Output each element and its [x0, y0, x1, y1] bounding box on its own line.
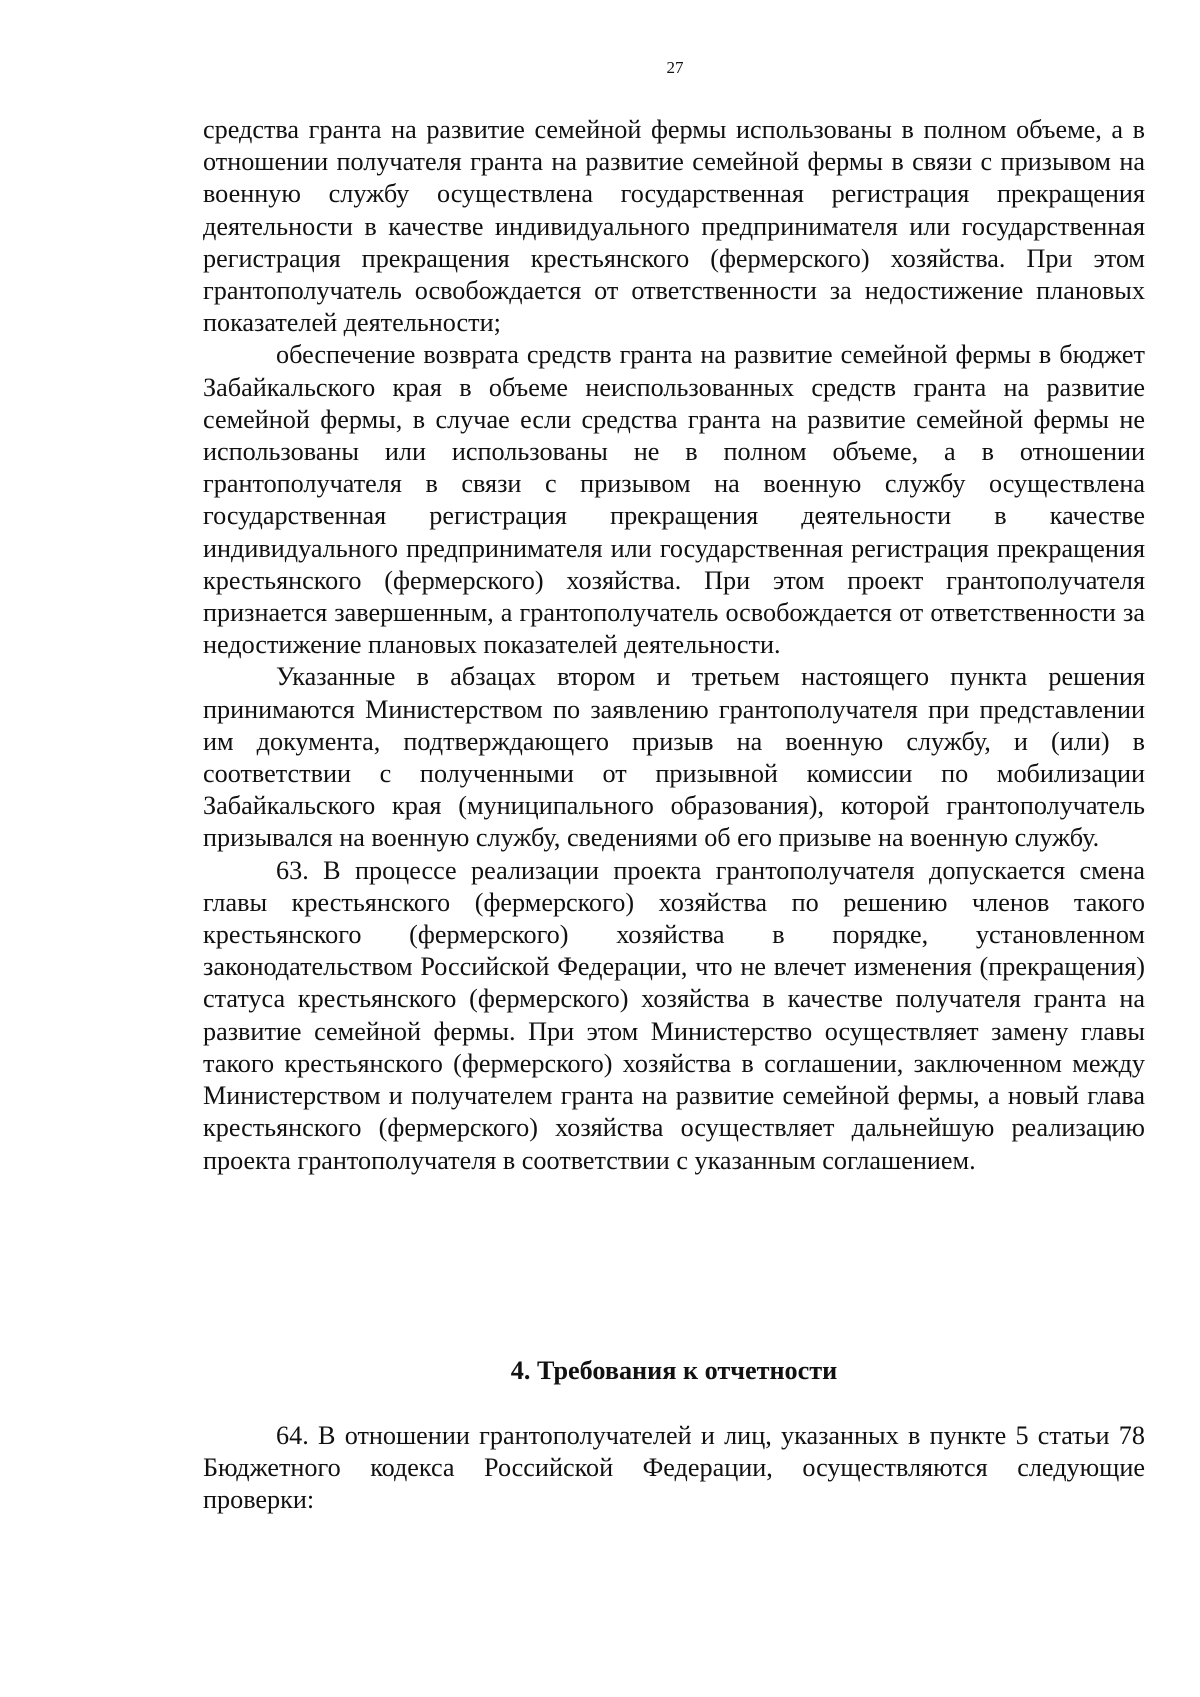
- paragraph-fund-return: обеспечение возврата средств гранта на развитие семейной фермы в бюджет Забайкальского края в объеме неиспользованных средств гранта на развитие семейной фермы, в случае если средства гранта на развитие семейной фермы не использованы или использованы не в полном объеме, а в отношении грантополучателя в связи с призывом на военную службу осуществлена государственная регистрация прекращения деятельности в качестве индивидуального предпринимателя или государственная регистрация прекращения крестьянского (фермерского) хозяйства. При этом проект грантополучателя признается завершенным, а грантополучатель освобождается от ответственности за недостижение плановых показателей деятельности.: [203, 340, 1145, 660]
- paragraph-continuation: средства гранта на развитие семейной фермы использованы в полном объеме, а в отношении получателя гранта на развитие семейной фермы в связи с призывом на военную службу осуществлена государственная регистрация прекращения деятельности в качестве индивидуального предпринимателя или государственная регистрация прекращения крестьянского (фермерского) хозяйства. При этом грантополучатель освобождается от ответственности за недостижение плановых показателей деятельности;: [203, 115, 1145, 338]
- paragraph-64: 64. В отношении грантополучателей и лиц, указанных в пункте 5 статьи 78 Бюджетного кодекса Российской Федерации, осуществляются следующие проверки:: [203, 1421, 1145, 1515]
- paragraph-63: 63. В процессе реализации проекта грантополучателя допускается смена главы крестьянского (фермерского) хозяйства по решению членов такого крестьянского (фермерского) хозяйства в порядке, установленном законодательством Российской Федерации, что не влечет изменения (прекращения) статуса крестьянского (фермерского) хозяйства в качестве получателя гранта на развитие семейной фермы. При этом Министерство осуществляет замену главы такого крестьянского (фермерского) хозяйства в соглашении, заключенном между Министерством и получателем гранта на развитие семейной фермы, а новый глава крестьянского (фермерского) хозяйства осуществляет дальнейшую реализацию проекта грантополучателя в соответствии с указанным соглашением.: [203, 855, 1145, 1175]
- body-text-bottom: [203, 1420, 1145, 1517]
- paragraph-decisions: Указанные в абзацах втором и третьем настоящего пункта решения принимаются Министерством по заявлению грантополучателя при представлении им документа, подтверждающего призыв на военную службу, и (или) в соответствии с полученными от призывной комиссии по мобилизации Забайкальского края (муниципального образования), которой грантополучатель призывался на военную службу, сведениями об его призыве на военную службу.: [203, 662, 1145, 853]
- page-number: 27: [666, 58, 684, 77]
- section-heading: 4. Требования к отчетности: [510, 1356, 838, 1385]
- body-text-top: [203, 114, 1145, 1177]
